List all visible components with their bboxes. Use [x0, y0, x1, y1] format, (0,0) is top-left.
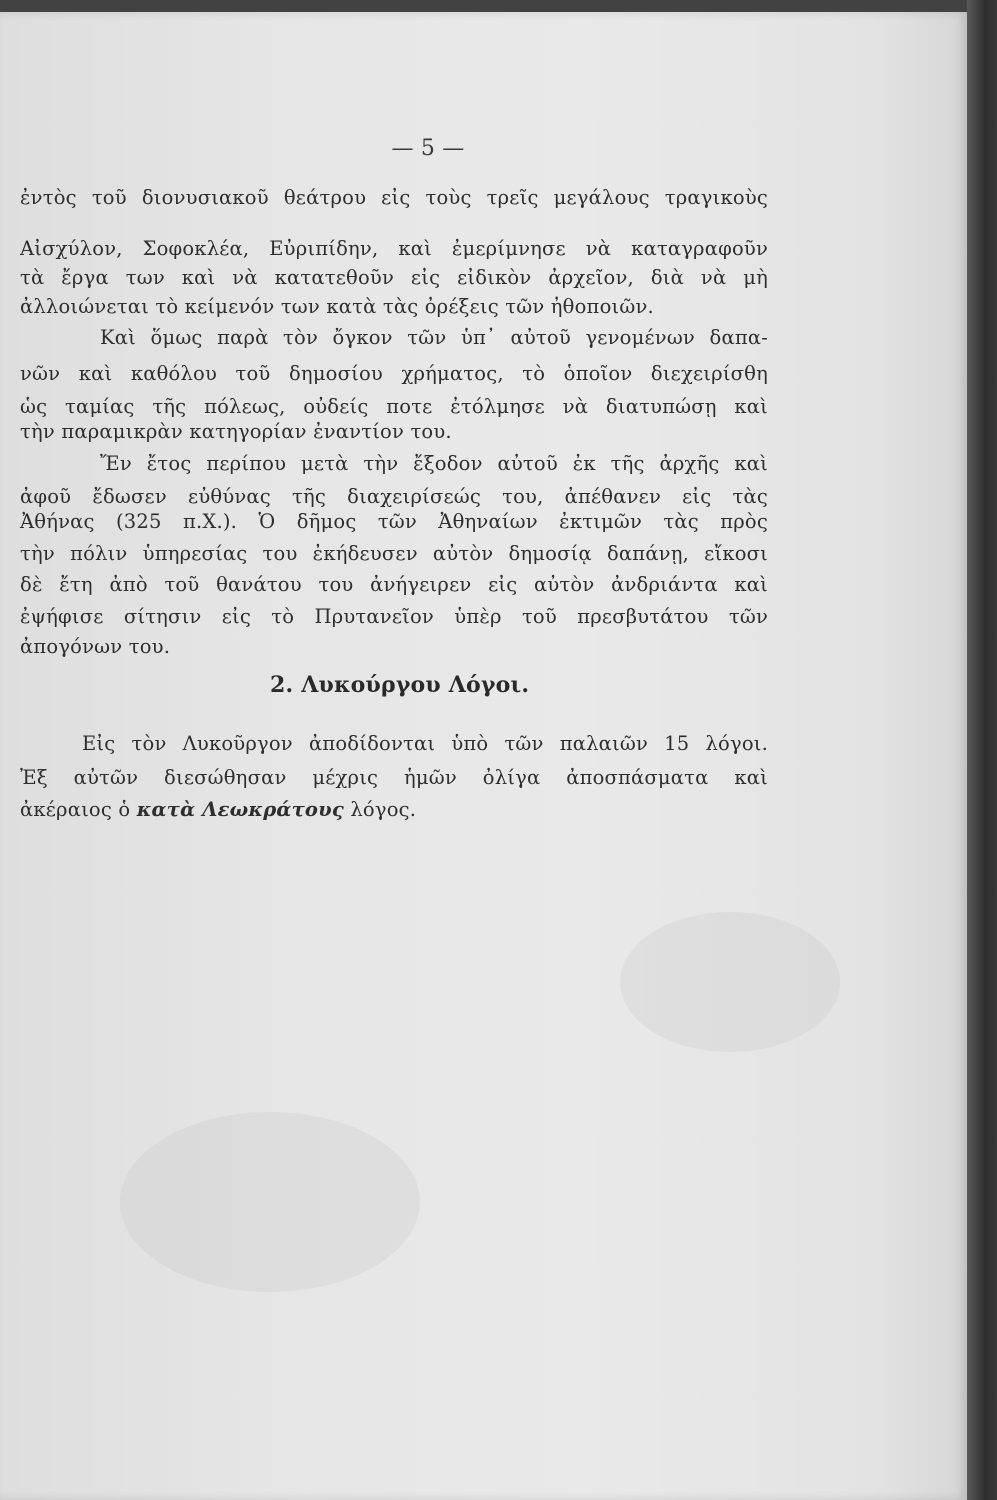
text-fragment: λόγος. [343, 798, 417, 821]
page-number: — 5 — [391, 136, 465, 161]
text-line: Ἀθήνας (325 π.Χ.). Ὁ δῆμος τῶν Ἀθηναίων ἐκτιμῶν τὰς πρὸς [20, 510, 768, 533]
text-line: Καὶ ὅμως παρὰ τὸν ὄγκον τῶν ὑπ᾽ αὐτοῦ γενομένων δαπα- [100, 326, 768, 349]
work-title: κατὰ Λεωκράτους [136, 798, 344, 821]
text-line: ἀφοῦ ἔδωσεν εὐθύνας τῆς διαχειρίσεώς του, ἀπέθανεν εἰς τὰς [20, 485, 768, 508]
section-heading: 2. Λυκούργου Λόγοι. [270, 672, 530, 698]
text-line: τὴν παραμικρὰν κατηγορίαν ἐναντίον του. [20, 420, 452, 443]
text-line: τὰ ἔργα των καὶ νὰ κατατεθοῦν εἰς εἰδικὸν ἀρχεῖον, διὰ νὰ μὴ [20, 266, 768, 289]
paper-stain [620, 912, 840, 1052]
text-line: ἐντὸς τοῦ διονυσιακοῦ θεάτρου εἰς τοὺς τρεῖς μεγάλους τραγικοὺς [20, 186, 768, 209]
text-line: τὴν πόλιν ὑπηρεσίας του ἐκήδευσεν αὐτὸν δημοσίᾳ δαπάνῃ, εἴκοσι [20, 542, 768, 565]
text-line: νῶν καὶ καθόλου τοῦ δημοσίου χρήματος, τὸ ὁποῖον διεχειρίσθη [20, 362, 768, 385]
text-line: Αἰσχύλον, Σοφοκλέα, Εὐριπίδην, καὶ ἐμερίμνησε νὰ καταγραφοῦν [20, 237, 768, 260]
text-line: Εἰς τὸν Λυκοῦργον ἀποδίδονται ὑπὸ τῶν παλαιῶν 15 λόγοι. [82, 732, 768, 755]
text-fragment: ἀκέραιος ὁ [20, 798, 137, 821]
paper-stain [120, 1112, 420, 1292]
text-line: δὲ ἔτη ἀπὸ τοῦ θανάτου του ἀνήγειρεν εἰς αὐτὸν ἀνδριάντα καὶ [20, 573, 768, 596]
text-line: ἐψήφισε σίτησιν εἰς τὸ Πρυτανεῖον ὑπὲρ τοῦ πρεσβυτάτου τῶν [20, 605, 768, 628]
text-line: Ἐξ αὐτῶν διεσώθησαν μέχρις ἡμῶν ὀλίγα ἀποσπάσματα καὶ [20, 766, 768, 789]
text-line: ὡς ταμίας τῆς πόλεως, οὐδείς ποτε ἐτόλμησε νὰ διατυπώσῃ καὶ [20, 395, 768, 418]
text-line [20, 796, 768, 824]
book-edge [967, 0, 997, 1500]
text-line: ἀπογόνων του. [20, 635, 171, 658]
text-line: Ἔν ἔτος περίπου μετὰ τὴν ἔξοδον αὐτοῦ ἐκ τῆς ἀρχῆς καὶ [100, 452, 768, 475]
text-line: ἀλλοιώνεται τὸ κείμενόν των κατὰ τὰς ὀρέξεις τῶν ἠθοποιῶν. [20, 295, 654, 318]
